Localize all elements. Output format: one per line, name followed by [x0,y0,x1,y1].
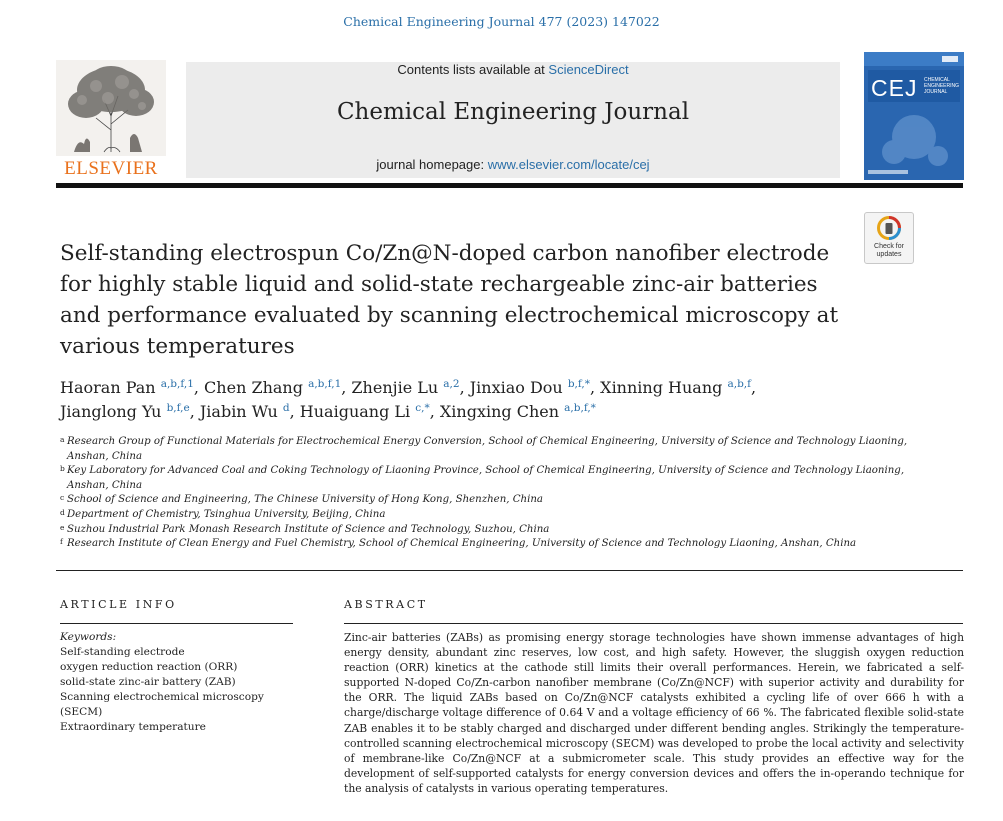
journal-citation[interactable]: Chemical Engineering Journal 477 (2023) 147022 [343,14,660,29]
sciencedirect-link[interactable]: ScienceDirect [548,62,629,77]
header-rule [56,183,963,188]
article-info-heading: ARTICLE INFO [60,598,177,611]
elsevier-logo-text: ELSEVIER [64,158,158,179]
affiliation-mark: b [60,464,65,474]
journal-homepage [186,157,840,172]
keyword-item: Scanning electrochemical microscopy (SECM) [60,691,264,718]
affiliation-text: Suzhou Industrial Park Monash Research Institute of Science and Technology, Suzhou, China [67,523,550,535]
affiliation-mark: c [60,493,65,503]
journal-title[interactable]: Chemical Engineering Journal [336,99,690,125]
cover-subtitle-3: JOURNAL [924,89,948,95]
affiliation-item [60,493,940,508]
author[interactable] [60,402,190,421]
affiliation-item [60,523,940,538]
keywords-list [60,645,300,735]
affiliation-item [60,508,940,523]
cover-abbrev: CEJ [871,75,918,101]
author-marks[interactable]: a,b,f [727,378,752,390]
author-list: Haoran Pan $^{a,b,f,1}$, Chen Zhang $^{a,b,f,1}$, Zhenjie Lu $^{a,2}$, Jinxiao Dou $^{b,f,*}$, Xinning Huang $^{a,b,f}$, Jianglong Yu $^{b,f,e}$, Jiabin Wu $^d$, Huaiguang Li $^{c,*}$, Xingxing Chen $^{a,b,f,*}$ [60,378,757,421]
author-name: Jinxiao Dou [469,378,563,397]
author-marks[interactable]: a,b,f,1 [160,378,194,390]
affiliation-mark: d [60,507,65,517]
check-for-updates-badge[interactable] [864,212,914,264]
author[interactable] [204,378,341,397]
abstract-heading: ABSTRACT [344,598,428,611]
affiliation-rule [56,570,963,571]
elsevier-logo[interactable] [56,60,166,180]
author-marks[interactable]: a,b,f,1 [308,378,342,390]
author[interactable] [351,378,459,397]
abstract-text: Zinc-air batteries (ZABs) as promising energy storage technologies have shown immense advantages of high energy density, abundant zinc reserves, low cost, and high safety. However, the sluggish oxygen reduction reaction (ORR) kinetics at the cathode still limits their overall performances. Herein, we fabricated a self-supported N-doped Co/Zn-carbon nanofiber membrane (Co/Zn@NCF) with superior activity and durability for the ORR. The liquid ZABs based on Co/Zn@NCF catalysts exhibited a cycling life of over 666 h with a charge/discharge voltage difference of 0.64 V and a voltage efficiency of 66 %. The fabricated flexible solid-state ZAB enables it to be stably charged and discharged under different bending angles. Strikingly the temperature-controlled scanning electrochemical microscopy (SECM) was developed to probe the local activity and selectivity of membrane-like Co/Zn@NCF at a submicrometer scale. This study provides an effective way for the development of self-supported catalysts for energy conversion devices and offers the in-operando technique for the analysis of catalysts in various operating temperatures. [344,631,964,795]
article-title: Self-standing electrospun Co/Zn@N-doped carbon nanofiber electrode for highly stable liquid and solid-state rechargeable zinc-air batteries and performance evaluated by scanning electrochemical microscopy at various temperatures [60,241,839,359]
keywords-block [60,630,300,735]
cover-subtitle-2: ENGINEERING [924,83,960,89]
author[interactable] [300,402,430,421]
affiliation-item [60,435,940,464]
author-marks[interactable]: a,2 [443,378,460,390]
keyword-item: oxygen reduction reaction (ORR) [60,661,238,673]
author-name: Haoran Pan [60,378,156,397]
homepage-link[interactable]: www.elsevier.com/locate/cej [487,157,650,172]
abstract-rule [344,623,963,624]
affiliation-text: Key Laboratory for Advanced Coal and Coking Technology of Liaoning Province, School of Chemical Engineering, University of Science and Technology Liaoning, Anshan, China [67,465,905,491]
updates-text-line1: Check for [874,243,904,250]
affiliation-list [60,435,940,552]
keyword-item: solid-state zinc-air battery (ZAB) [60,676,236,688]
author[interactable] [600,378,751,397]
keyword-item: Self-standing electrode [60,646,185,658]
author-name: Zhenjie Lu [351,378,439,397]
affiliation-mark: a [60,435,65,444]
author-name: Jiabin Wu [199,402,278,421]
homepage-prefix: journal homepage: [376,157,488,172]
contents-line [186,62,840,77]
author[interactable] [200,402,290,421]
author-name: Xingxing Chen [439,402,560,421]
author-marks[interactable]: a,b,f,* [564,402,596,414]
author-marks[interactable]: b,f,e [166,402,190,414]
author-name: Jianglong Yu [60,402,162,421]
author-marks[interactable]: c,* [415,402,430,414]
author[interactable] [470,378,590,397]
keyword-item: Extraordinary temperature [60,721,206,733]
affiliation-item [60,537,940,552]
updates-text-line2: updates [876,251,902,258]
author-name: Chen Zhang [204,378,303,397]
keywords-label: Keywords: [60,631,117,643]
check-for-updates-icon [877,216,901,242]
author-marks[interactable]: b,f,* [567,378,590,390]
article-info-rule [60,623,293,624]
affiliation-text: Research Group of Functional Materials for Electrochemical Energy Conversion, School of Chemical Engineering, University of Science and Technology Liaoning, Anshan, China [67,436,908,462]
elsevier-tree-icon [56,60,166,180]
author[interactable] [440,402,596,421]
author-name: Xinning Huang [600,378,723,397]
contents-prefix: Contents lists available at [397,62,549,77]
author-marks[interactable]: d [282,402,290,414]
journal-cover[interactable] [864,52,964,180]
cover-subtitle-1: CHEMICAL [924,77,950,83]
affiliation-text: School of Science and Engineering, The Chinese University of Hong Kong, Shenzhen, China [67,494,543,506]
affiliation-text: Research Institute of Clean Energy and Fuel Chemistry, School of Chemical Engineering, University of Science and Technology Liaoning, Anshan, China [67,538,857,550]
affiliation-item [60,464,940,493]
affiliation-mark: f [60,537,63,547]
author-name: Huaiguang Li [299,402,411,421]
affiliation-text: Department of Chemistry, Tsinghua University, Beijing, China [67,508,386,520]
affiliation-mark: e [60,522,65,532]
author[interactable] [60,378,194,397]
